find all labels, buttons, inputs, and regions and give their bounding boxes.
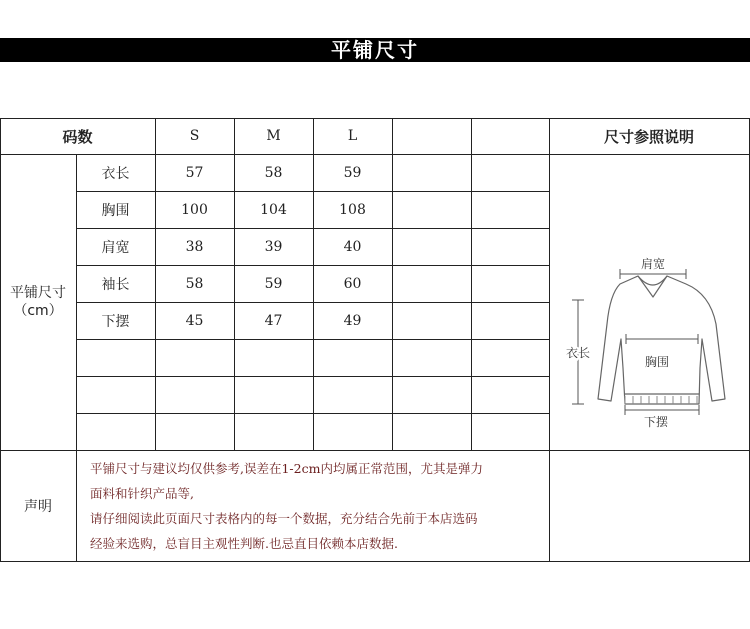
size-column-header: S xyxy=(189,128,200,144)
table-cell: 58 xyxy=(264,164,283,181)
size-table xyxy=(0,118,750,562)
row-label: 下摆 xyxy=(101,313,130,330)
table-cell: 108 xyxy=(339,201,366,218)
shoulder-label: 肩宽 xyxy=(640,257,666,271)
table-cell: 49 xyxy=(343,312,362,329)
hem-label: 下摆 xyxy=(643,415,669,429)
table-cell: 38 xyxy=(185,238,204,255)
row-label: 肩宽 xyxy=(101,239,130,256)
statement-line: 请仔细阅读此页面尺寸表格内的每一个数据，充分结合先前于本店选码 xyxy=(90,511,478,526)
statement-text xyxy=(90,456,540,556)
table-cell: 59 xyxy=(264,275,283,292)
table-cell: 58 xyxy=(185,275,204,292)
sweater-icon xyxy=(550,154,750,450)
statement-line: 经验来选购，总盲目主观性判断.也忌直目依赖本店数据. xyxy=(90,536,398,551)
length-label: 衣长 xyxy=(565,346,591,360)
table-cell: 59 xyxy=(343,164,362,181)
section-label-unit: （cm） xyxy=(13,303,63,319)
section-label xyxy=(0,154,76,450)
size-column-header: M xyxy=(266,128,281,144)
row-label: 胸围 xyxy=(101,202,130,219)
table-cell: 40 xyxy=(343,238,362,255)
page-title: 平铺尺寸 xyxy=(0,38,750,62)
table-cell: 104 xyxy=(260,201,287,218)
size-column-header: L xyxy=(347,128,358,144)
size-column-header xyxy=(471,118,549,154)
chest-label: 胸围 xyxy=(644,355,670,369)
size-column-header xyxy=(392,118,471,154)
size-code-header: 码数 xyxy=(62,127,93,146)
row-label: 衣长 xyxy=(101,165,130,182)
row-label: 袖长 xyxy=(101,276,130,293)
statement-line: 面料和针织产品等, xyxy=(90,486,194,501)
sweater-diagram xyxy=(550,154,750,450)
statement-line: 平铺尺寸与建议均仅供参考,误差在1-2cm内均属正常范围，尤其是弹力 xyxy=(90,461,483,476)
table-cell: 100 xyxy=(181,201,208,218)
table-cell: 47 xyxy=(264,312,283,329)
table-cell: 45 xyxy=(185,312,204,329)
statement-label: 声明 xyxy=(24,498,52,515)
table-cell: 39 xyxy=(264,238,283,255)
table-cell: 60 xyxy=(343,275,362,292)
section-label-title: 平铺尺寸 xyxy=(10,285,66,301)
table-cell: 57 xyxy=(185,164,204,181)
reference-header: 尺寸参照说明 xyxy=(603,127,694,146)
